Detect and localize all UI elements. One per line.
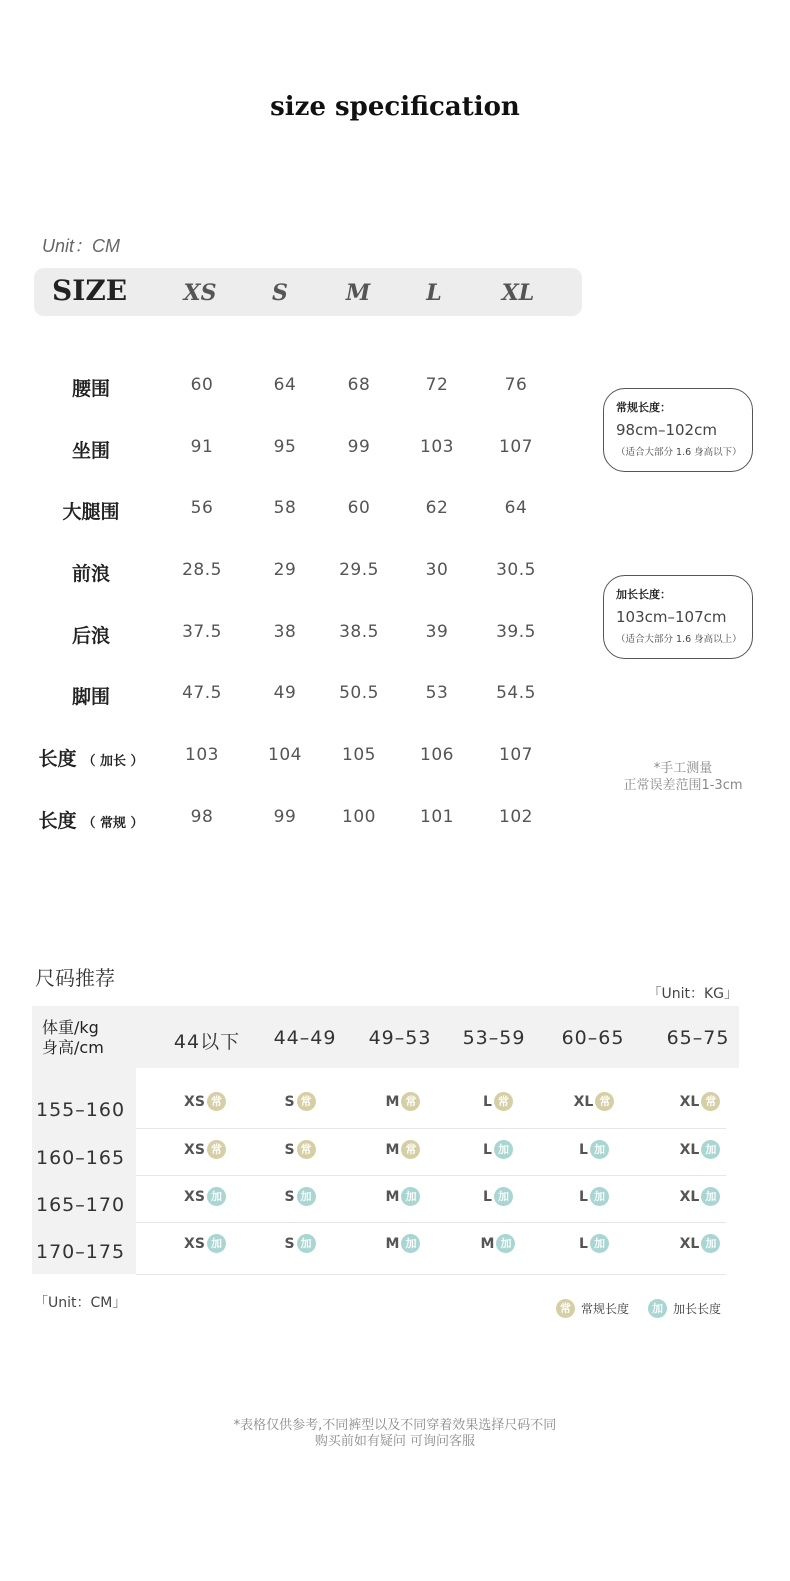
recommend-cell bbox=[448, 1140, 548, 1159]
recommend-size: M bbox=[385, 1093, 400, 1110]
measure-cell: 68 bbox=[347, 375, 371, 395]
recommend-cell bbox=[353, 1234, 453, 1253]
note-heading: 加长长度： bbox=[616, 588, 671, 601]
note-range: 103cm–107cm bbox=[616, 608, 727, 626]
long-badge-icon: 加 bbox=[496, 1234, 515, 1253]
measure-cell: 76 bbox=[504, 375, 528, 395]
recommend-size: L bbox=[579, 1141, 588, 1158]
measure-cell: 107 bbox=[499, 745, 533, 765]
measure-cell: 100 bbox=[342, 807, 376, 827]
measure-row-label bbox=[28, 806, 154, 833]
measure-cell: 103 bbox=[420, 437, 454, 457]
legend-regular bbox=[556, 1299, 629, 1318]
measure-cell: 106 bbox=[420, 745, 454, 765]
hand-note-line1: *手工测量 bbox=[653, 761, 713, 776]
measure-cell: 64 bbox=[273, 375, 297, 395]
regular-badge-icon: 常 bbox=[494, 1092, 513, 1111]
recommend-cell bbox=[650, 1092, 750, 1111]
row-divider bbox=[136, 1222, 726, 1223]
recommend-cell bbox=[353, 1140, 453, 1159]
long-badge-icon: 加 bbox=[494, 1187, 513, 1206]
recommend-size: XL bbox=[573, 1093, 594, 1110]
recommend-cell bbox=[544, 1187, 644, 1206]
measure-label-text: 腰围 bbox=[71, 378, 110, 400]
recommend-cell bbox=[544, 1234, 644, 1253]
regular-badge-icon: 常 bbox=[297, 1140, 316, 1159]
measure-cell: 30 bbox=[425, 560, 449, 580]
long-badge-icon: 加 bbox=[401, 1187, 420, 1206]
measure-row-label bbox=[28, 682, 154, 709]
measure-row-label bbox=[28, 374, 154, 401]
measure-label-text: 后浪 bbox=[71, 625, 110, 647]
recommend-cell bbox=[544, 1092, 644, 1111]
recommend-size: XL bbox=[679, 1141, 700, 1158]
measure-label-text: 前浪 bbox=[71, 563, 110, 585]
measure-row-label bbox=[28, 621, 154, 648]
unit-kg-label: 「Unit：KG」 bbox=[647, 986, 738, 1002]
size-col-s: S bbox=[272, 280, 288, 306]
measure-cell: 105 bbox=[342, 745, 376, 765]
recommend-size: XS bbox=[184, 1188, 205, 1205]
long-badge-icon: 加 bbox=[297, 1234, 316, 1253]
recommend-size: M bbox=[385, 1141, 400, 1158]
measure-cell: 49 bbox=[273, 683, 297, 703]
measure-cell: 98 bbox=[190, 807, 214, 827]
recommend-size: XS bbox=[184, 1093, 205, 1110]
recommend-size: S bbox=[284, 1188, 295, 1205]
measure-cell: 64 bbox=[504, 498, 528, 518]
recommend-size: S bbox=[284, 1235, 295, 1252]
size-col-xs: XS bbox=[183, 280, 217, 306]
note-range: 98cm–102cm bbox=[616, 421, 717, 439]
recommend-size: L bbox=[483, 1141, 492, 1158]
weight-col: 49–53 bbox=[368, 1027, 432, 1049]
recommend-cell bbox=[155, 1140, 255, 1159]
recommend-size: XS bbox=[184, 1235, 205, 1252]
measure-label-sub: （ 常规 ） bbox=[82, 816, 144, 831]
legend-label: 加长长度 bbox=[673, 1302, 722, 1316]
unit-label: Unit：CM bbox=[42, 236, 121, 256]
recommend-cell bbox=[250, 1187, 350, 1206]
measure-label-sub: （ 加长 ） bbox=[82, 754, 144, 769]
weight-col: 60–65 bbox=[561, 1027, 625, 1049]
recommend-corner bbox=[42, 1018, 104, 1058]
measure-cell: 104 bbox=[268, 745, 302, 765]
measure-cell: 58 bbox=[273, 498, 297, 518]
size-header-label: SIZE bbox=[52, 274, 128, 307]
weight-col: 44–49 bbox=[273, 1027, 337, 1049]
measure-cell: 62 bbox=[425, 498, 449, 518]
recommend-size: S bbox=[284, 1093, 295, 1110]
measure-cell: 72 bbox=[425, 375, 449, 395]
row-divider bbox=[136, 1175, 726, 1176]
row-divider bbox=[136, 1128, 726, 1129]
long-badge-icon: 加 bbox=[590, 1187, 609, 1206]
regular-badge-icon: 常 bbox=[401, 1092, 420, 1111]
long-badge-icon: 加 bbox=[701, 1187, 720, 1206]
weight-col: 53–59 bbox=[462, 1027, 526, 1049]
long-badge-icon: 加 bbox=[701, 1234, 720, 1253]
measure-cell: 38.5 bbox=[339, 622, 379, 642]
recommend-cell bbox=[155, 1092, 255, 1111]
recommend-size: L bbox=[579, 1188, 588, 1205]
recommend-cell bbox=[250, 1140, 350, 1159]
weight-col: 44以下 bbox=[173, 1031, 241, 1053]
recommend-cell bbox=[448, 1234, 548, 1253]
measure-row-label bbox=[28, 436, 154, 463]
measure-cell: 95 bbox=[273, 437, 297, 457]
regular-badge-icon: 常 bbox=[401, 1140, 420, 1159]
height-row-label: 160–165 bbox=[36, 1147, 126, 1169]
size-col-l: L bbox=[426, 280, 442, 306]
measure-cell: 99 bbox=[273, 807, 297, 827]
measure-cell: 102 bbox=[499, 807, 533, 827]
note-fit: （适合大部分 1.6 身高以下） bbox=[616, 447, 742, 458]
measure-cell: 39.5 bbox=[496, 622, 536, 642]
measure-cell: 29.5 bbox=[339, 560, 379, 580]
measure-label-text: 长度 bbox=[38, 748, 77, 770]
measure-label-text: 脚围 bbox=[71, 686, 110, 708]
measure-cell: 54.5 bbox=[496, 683, 536, 703]
size-header-bar bbox=[34, 268, 582, 316]
unit-cm-label: 「Unit：CM」 bbox=[34, 1295, 127, 1311]
recommend-size: S bbox=[284, 1141, 295, 1158]
recommend-cell bbox=[250, 1092, 350, 1111]
corner-weight: 体重/kg bbox=[42, 1018, 99, 1037]
page-title: size specification bbox=[270, 92, 520, 122]
measure-label-text: 坐围 bbox=[71, 440, 110, 462]
recommend-cell bbox=[650, 1140, 750, 1159]
long-badge-icon: 加 bbox=[494, 1140, 513, 1159]
row-divider bbox=[136, 1274, 726, 1275]
hand-measure-note bbox=[604, 760, 762, 794]
regular-badge-icon: 常 bbox=[297, 1092, 316, 1111]
long-badge-icon: 加 bbox=[207, 1234, 226, 1253]
recommend-cell bbox=[544, 1140, 644, 1159]
measure-cell: 101 bbox=[420, 807, 454, 827]
long-badge-icon: 加 bbox=[590, 1140, 609, 1159]
long-badge-icon: 加 bbox=[701, 1140, 720, 1159]
note-heading: 常规长度： bbox=[616, 401, 671, 414]
recommend-header-row bbox=[32, 1006, 739, 1068]
measure-label-text: 长度 bbox=[38, 810, 77, 832]
measure-cell: 39 bbox=[425, 622, 449, 642]
note-fit: （适合大部分 1.6 身高以上） bbox=[616, 634, 742, 645]
hand-note-line2: 正常误差范围1-3cm bbox=[623, 778, 743, 793]
recommend-cell bbox=[448, 1187, 548, 1206]
measure-cell: 99 bbox=[347, 437, 371, 457]
recommend-size: M bbox=[385, 1188, 400, 1205]
regular-badge-icon: 常 bbox=[207, 1092, 226, 1111]
weight-col: 65–75 bbox=[666, 1027, 730, 1049]
long-badge-icon: 加 bbox=[590, 1234, 609, 1253]
recommend-cell bbox=[650, 1234, 750, 1253]
measure-row-label bbox=[28, 744, 154, 771]
size-col-xl: XL bbox=[501, 280, 535, 306]
long-badge-icon: 加 bbox=[207, 1187, 226, 1206]
corner-height: 身高/cm bbox=[42, 1038, 104, 1057]
measure-cell: 91 bbox=[190, 437, 214, 457]
long-badge-icon: 加 bbox=[401, 1234, 420, 1253]
long-badge-icon: 加 bbox=[297, 1187, 316, 1206]
recommend-size: M bbox=[480, 1235, 495, 1252]
recommend-cell bbox=[353, 1092, 453, 1111]
measure-row-label bbox=[28, 497, 154, 524]
legend-long bbox=[648, 1299, 721, 1318]
measure-cell: 29 bbox=[273, 560, 297, 580]
measure-cell: 60 bbox=[190, 375, 214, 395]
recommend-cell bbox=[155, 1234, 255, 1253]
measure-cell: 53 bbox=[425, 683, 449, 703]
measure-cell: 107 bbox=[499, 437, 533, 457]
measure-cell: 37.5 bbox=[182, 622, 222, 642]
recommend-size: XL bbox=[679, 1235, 700, 1252]
footer-note bbox=[0, 1418, 790, 1450]
recommend-size: L bbox=[483, 1093, 492, 1110]
recommend-title: 尺码推荐 bbox=[35, 966, 115, 990]
long-badge-icon: 加 bbox=[648, 1299, 667, 1318]
size-col-m: M bbox=[345, 280, 371, 306]
measure-cell: 30.5 bbox=[496, 560, 536, 580]
height-row-label: 165–170 bbox=[36, 1194, 126, 1216]
footer-line2: 购买前如有疑问 可询问客服 bbox=[314, 1434, 476, 1449]
height-row-label: 155–160 bbox=[36, 1099, 126, 1121]
recommend-cell bbox=[448, 1092, 548, 1111]
regular-length-note bbox=[603, 388, 753, 472]
measure-cell: 38 bbox=[273, 622, 297, 642]
regular-badge-icon: 常 bbox=[207, 1140, 226, 1159]
recommend-size: L bbox=[579, 1235, 588, 1252]
height-row-label: 170–175 bbox=[36, 1241, 126, 1263]
recommend-size: L bbox=[483, 1188, 492, 1205]
recommend-cell bbox=[250, 1234, 350, 1253]
measure-row-label bbox=[28, 559, 154, 586]
recommend-cell bbox=[650, 1187, 750, 1206]
measure-cell: 103 bbox=[185, 745, 219, 765]
recommend-cell bbox=[353, 1187, 453, 1206]
recommend-cell bbox=[155, 1187, 255, 1206]
regular-badge-icon: 常 bbox=[595, 1092, 614, 1111]
long-length-note bbox=[603, 575, 753, 659]
recommend-size: XL bbox=[679, 1093, 700, 1110]
regular-badge-icon: 常 bbox=[556, 1299, 575, 1318]
measure-cell: 47.5 bbox=[182, 683, 222, 703]
recommend-size: XL bbox=[679, 1188, 700, 1205]
legend-label: 常规长度 bbox=[581, 1302, 630, 1316]
measure-label-text: 大腿围 bbox=[62, 501, 120, 523]
recommend-size: M bbox=[385, 1235, 400, 1252]
regular-badge-icon: 常 bbox=[701, 1092, 720, 1111]
measure-cell: 50.5 bbox=[339, 683, 379, 703]
measure-cell: 60 bbox=[347, 498, 371, 518]
recommend-size: XS bbox=[184, 1141, 205, 1158]
footer-line1: *表格仅供参考,不同裤型以及不同穿着效果选择尺码不同 bbox=[233, 1418, 557, 1433]
measure-cell: 28.5 bbox=[182, 560, 222, 580]
measure-cell: 56 bbox=[190, 498, 214, 518]
